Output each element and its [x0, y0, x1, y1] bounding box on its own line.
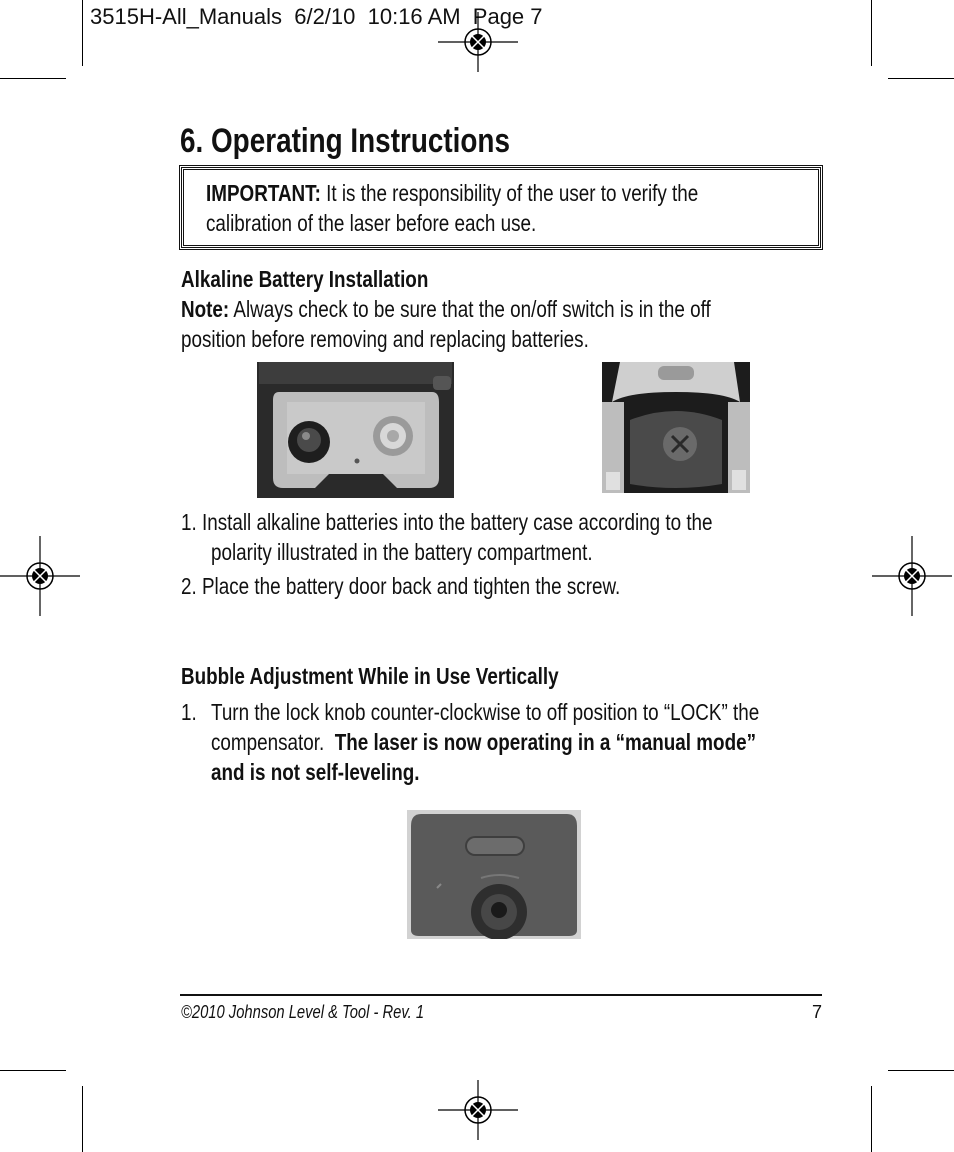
footer-copyright: ©2010 Johnson Level & Tool - Rev. 1 [181, 1002, 425, 1022]
note-line-2: position before removing and replacing batteries. [181, 326, 589, 352]
note-label: Note: [181, 296, 230, 322]
bubble-step-number: 1. [181, 699, 197, 725]
bubble-step-1-bold-2: and is not self-leveling. [211, 759, 420, 785]
bubble-step-1-line-2: compensator. [211, 729, 325, 755]
battery-door-photo [602, 362, 750, 493]
bubble-step-1-bold-1: The laser is now operating in a “manual mode” [334, 729, 757, 755]
important-notice [181, 167, 821, 248]
important-label: IMPORTANT: [206, 180, 321, 206]
footer-page-number: 7 [812, 1002, 823, 1022]
lock-knob-photo [407, 810, 581, 939]
battery-step-1-continued: polarity illustrated in the battery compartment. [211, 539, 593, 565]
battery-step-1-line-1: 1. Install alkaline batteries into the battery case according to the [181, 509, 713, 535]
crop-mark [0, 78, 66, 79]
crop-mark [871, 1086, 872, 1152]
crop-mark [0, 1070, 66, 1071]
page-title: 6. Operating Instructions [180, 122, 510, 160]
bubble-step-1-line-1: Turn the lock knob counter-clockwise to off position to “LOCK” the [211, 699, 760, 725]
crop-mark [82, 1086, 83, 1152]
print-slug: 3515H-All_Manuals 6/2/10 10:16 AM Page 7 [90, 4, 543, 29]
battery-step-1 [181, 507, 829, 537]
battery-compartment-photo [257, 362, 454, 498]
footer-rule [180, 994, 822, 996]
crop-mark [888, 78, 954, 79]
crop-mark [871, 0, 872, 66]
battery-note [181, 294, 827, 354]
bubble-step-1 [211, 697, 880, 787]
crop-mark [888, 1070, 954, 1071]
important-text [206, 178, 806, 238]
battery-step-2: 2. Place the battery door back and tighten the screw. [181, 573, 621, 599]
registration-mark-icon [438, 2, 518, 82]
registration-mark-icon [872, 536, 952, 616]
important-line-2: calibration of the laser before each use. [206, 210, 537, 236]
bubble-heading: Bubble Adjustment While in Use Vertically [181, 663, 559, 689]
registration-mark-icon [0, 536, 80, 616]
battery-heading: Alkaline Battery Installation [181, 266, 429, 292]
registration-mark-icon [438, 1070, 518, 1150]
important-line-1: It is the responsibility of the user to verify the [326, 180, 699, 206]
note-line-1: Always check to be sure that the on/off switch is in the off [233, 296, 711, 322]
crop-mark [82, 0, 83, 66]
